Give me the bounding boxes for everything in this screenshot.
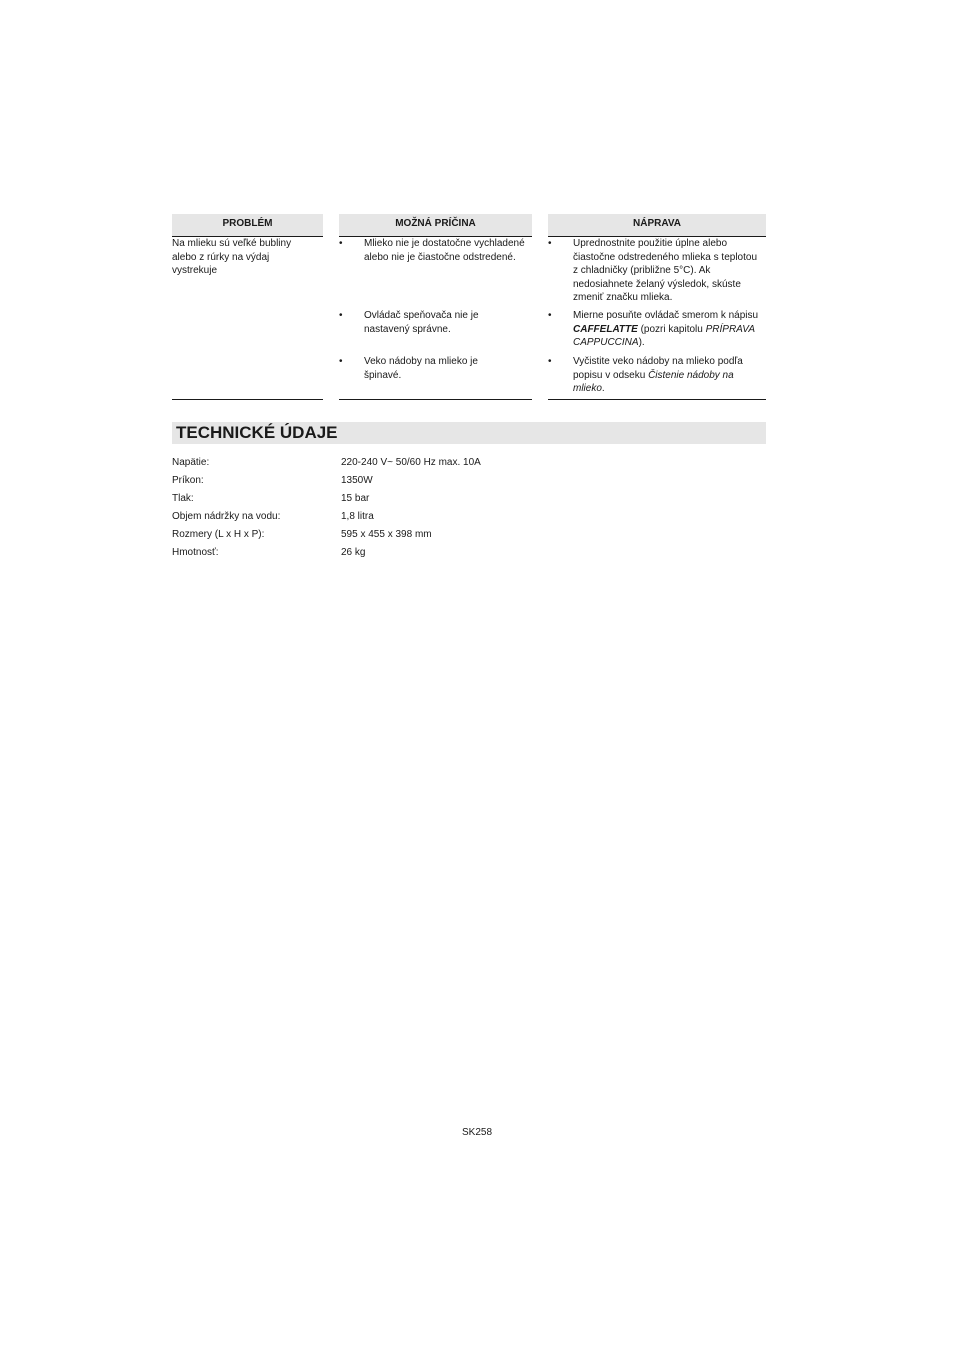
table-bottom-rule bbox=[172, 399, 323, 400]
spec-label: Rozmery (L x H x P): bbox=[172, 529, 265, 540]
spec-value: 595 x 455 x 398 mm bbox=[341, 529, 432, 540]
fix-3: Vyčistite veko nádoby na mlieko podľa popisu v odseku Čistenie nádoby na mlieko. bbox=[573, 356, 743, 394]
section-title: TECHNICKÉ ÚDAJE bbox=[172, 422, 766, 444]
page-code: SK258 bbox=[461, 1127, 493, 1138]
table-bottom-rule bbox=[339, 399, 532, 400]
bullet: • bbox=[548, 356, 552, 367]
spec-label: Príkon: bbox=[172, 475, 204, 486]
spec-value: 1,8 litra bbox=[341, 511, 374, 522]
header-cause: MOŽNÁ PRÍČINA bbox=[339, 214, 532, 237]
spec-label: Napätie: bbox=[172, 457, 210, 468]
spec-label: Tlak: bbox=[172, 493, 194, 504]
fix-1: Uprednostnite použitie úplne alebo čiastočne odstredeného mlieka s teplotou z chladničky (približne 5°C). Ak nedosiahnete želaný výsledok, skúste zmeniť značku mlieka. bbox=[573, 238, 758, 303]
spec-value: 1350W bbox=[341, 475, 373, 486]
cause-1: Mlieko nie je dostatočne vychladené alebo nie je čiastočne odstredené. bbox=[364, 238, 525, 263]
spec-value: 15 bar bbox=[341, 493, 370, 504]
spec-label: Hmotnosť: bbox=[172, 547, 219, 558]
header-problem: PROBLÉM bbox=[172, 214, 323, 237]
bullet: • bbox=[339, 356, 343, 367]
cause-3: Veko nádoby na mlieko je špinavé. bbox=[364, 356, 478, 381]
table-bottom-rule bbox=[548, 399, 766, 400]
spec-label: Objem nádržky na vodu: bbox=[172, 511, 281, 522]
spec-value: 220-240 V~ 50/60 Hz max. 10A bbox=[341, 457, 481, 468]
bullet: • bbox=[339, 238, 343, 249]
cause-2: Ovládač speňovača nie je nastavený správne. bbox=[364, 310, 479, 335]
header-fix: NÁPRAVA bbox=[548, 214, 766, 237]
problem-text: Na mlieku sú veľké bubliny alebo z rúrky na výdaj vystrekuje bbox=[172, 238, 292, 276]
bullet: • bbox=[339, 310, 343, 321]
spec-value: 26 kg bbox=[341, 547, 366, 558]
bullet: • bbox=[548, 310, 552, 321]
bullet: • bbox=[548, 238, 552, 249]
fix-2: Mierne posuňte ovládač smerom k nápisu CAFFELATTE (pozri kapitolu PRÍPRAVA CAPPUCCINA). bbox=[573, 310, 759, 348]
